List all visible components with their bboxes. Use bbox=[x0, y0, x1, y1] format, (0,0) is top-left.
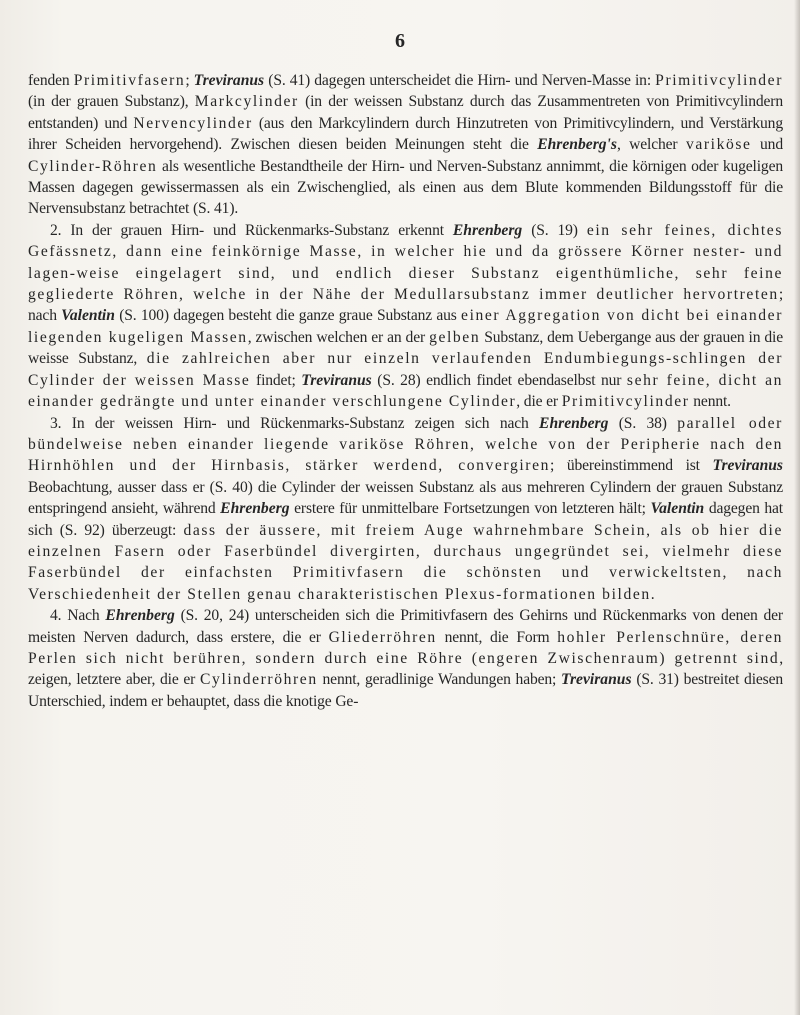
emphasized-text: Primitivcylinder bbox=[655, 72, 783, 89]
text-run: (aus den Markcylindern durch Hinzutreten von Primitivcylindern, und Verstärkung ihrer Scheiden hervorgehend). Zwischen diesen beiden Meinungen steht die bbox=[28, 114, 783, 154]
text-run: als wesentliche Bestandtheile der Hirn- und Nerven-Substanz annimmt, die körnigen oder kugeligen Massen dagegen gewissermassen als ein Zwischenglied, als einen aus dem Blute kommenden Bildungsstoff für die Nervensubstanz betrachtet (S. 41). bbox=[28, 157, 783, 218]
author-name: Ehrenberg's bbox=[537, 136, 617, 154]
emphasized-text: Primitivfasern bbox=[73, 72, 186, 89]
text-run: (in der weissen Substanz durch das Zusammentreten von Primitivcylindern entstanden) und bbox=[28, 93, 783, 132]
author-name: Treviranus bbox=[712, 457, 783, 475]
paragraph-1 bbox=[28, 70, 783, 220]
emphasized-text: Cylinderröhren bbox=[200, 671, 318, 689]
emphasized-text: Markcylinder bbox=[194, 93, 299, 111]
emphasized-text: variköse bbox=[685, 136, 752, 154]
emphasized-text: hohler Perlenschnüre, deren Perlen sich nicht berühren, sondern durch eine Röhre (engeren Zwischenraum) getrennt sind bbox=[28, 628, 783, 667]
author-name: Ehrenberg bbox=[452, 221, 523, 239]
text-run: (S. 38) bbox=[608, 414, 678, 432]
text-run: erstere für unmittelbare Fortsetzungen von letzteren hält; bbox=[289, 500, 651, 518]
text-run: nennt. bbox=[689, 393, 731, 411]
author-name: Ehrenberg bbox=[105, 607, 175, 625]
paragraph-2 bbox=[28, 220, 783, 413]
text-run: fenden bbox=[28, 72, 74, 89]
text-run: Beobachtung, ausser dass er (S. 40) die Cylinder der weissen Substanz als aus mehreren Cylindern der grauen Substanz entspringend ansieht, während bbox=[28, 478, 783, 518]
author-name: Treviranus bbox=[561, 671, 632, 689]
text-run: nennt, die Form bbox=[436, 628, 558, 646]
emphasized-text: einer Aggregation von dicht bei einander liegenden kugeligen Massen bbox=[28, 307, 783, 346]
body-text bbox=[28, 70, 783, 712]
page-number: 6 bbox=[395, 30, 405, 52]
text-run: (S. 31) bestreitet diesen Unterschied, indem er behauptet, dass die knotige Ge- bbox=[28, 671, 783, 710]
page-edge-shadow bbox=[794, 0, 800, 1015]
text-run: , welcher bbox=[616, 136, 686, 154]
emphasized-text: ein sehr feines, dichtes Gefässnetz, dann eine feinkörnige Masse, in welcher hie und da grössere Körner nester- und lagen-weise eingelagert sind, und endlich dieser Substanz eigenthümliche, sehr feine gegliederte Röhren, welche in der Nähe der Medullarsubstanz immer deutlicher hervortreten bbox=[28, 221, 783, 304]
text-run: , zeigen, letztere aber, die er bbox=[28, 649, 783, 689]
text-run: (S. 41) dagegen unterscheidet die Hirn- und Nerven-Masse in: bbox=[264, 72, 656, 89]
emphasized-text: sehr feine, dicht an einander gedrängte und unter einander verschlungene Cylinder bbox=[28, 371, 784, 411]
text-run: und bbox=[751, 136, 783, 154]
text-run: (S. 20, 24) unterscheiden sich die Primitivfasern des Gehirns und Rückenmarks von denen der meisten Nerven dadurch, dass erstere, die er bbox=[28, 607, 783, 646]
emphasized-text: dass der äussere, mit freiem Auge wahrnehmbare Schein, als ob hier die einzelnen Fasern oder Faserbündel divergirten, durchaus ungegründet sei, vielmehr diese Faserbündel der einfachsten Primitivfasern die schönsten und verwickeltsten, nach Verschiedenheit der Stellen genau charakteristischen Plexus-formationen bilden. bbox=[28, 521, 783, 603]
emphasized-text: parallel oder bündelweise neben einander liegende variköse Röhren, welche von der Peripherie nach den Hirnhöhlen und der Hirnbasis, stärker werdend, convergiren bbox=[28, 414, 783, 475]
text-run: , zwischen welchen er an der bbox=[247, 328, 430, 346]
text-run: 4. Nach bbox=[50, 607, 106, 625]
text-run: Substanz, dem Uebergange aus der grauen in die weisse Substanz, bbox=[28, 328, 784, 368]
text-run: (S. 28) endlich findet ebendaselbst nur bbox=[371, 371, 627, 389]
paragraph-4 bbox=[28, 605, 783, 712]
text-run: , die er bbox=[516, 393, 562, 411]
text-run: ; übereinstimmend ist bbox=[550, 457, 713, 475]
emphasized-text: Cylinder-Röhren bbox=[28, 157, 158, 175]
author-name: Treviranus bbox=[301, 371, 372, 389]
emphasized-text: gelben bbox=[429, 328, 481, 346]
paragraph-3 bbox=[28, 413, 783, 606]
text-run: (in der grauen Substanz), bbox=[28, 93, 195, 111]
author-name: Valentin bbox=[650, 500, 705, 518]
emphasized-text: Primitivcylinder bbox=[561, 393, 690, 411]
author-name: Valentin bbox=[61, 307, 115, 325]
text-run: ; bbox=[185, 72, 194, 89]
text-run: dagegen hat sich (S. 92) überzeugt: bbox=[28, 500, 783, 539]
emphasized-text: die zahlreichen aber nur einzeln verlaufenden Endumbiegungs-schlingen der Cylinder der weissen Masse bbox=[28, 350, 783, 389]
text-run: (S. 19) bbox=[522, 221, 587, 239]
text-run: (S. 100) dagegen besteht die ganze graue Substanz aus bbox=[114, 307, 462, 325]
text-run: 2. In der grauen Hirn- und Rückenmarks-Substanz erkennt bbox=[50, 221, 453, 239]
text-run: 3. In der weissen Hirn- und Rückenmarks-Substanz zeigen sich nach bbox=[50, 414, 540, 432]
author-name: Ehrenberg bbox=[539, 414, 609, 432]
author-name: Ehrenberg bbox=[220, 500, 290, 518]
emphasized-text: Nervencylinder bbox=[133, 114, 253, 132]
text-run: findet; bbox=[250, 371, 302, 389]
text-run: nennt, geradlinige Wandungen haben; bbox=[317, 671, 562, 689]
text-run: ; nach bbox=[28, 286, 783, 325]
author-name: Treviranus bbox=[193, 72, 265, 89]
emphasized-text: Gliederröhren bbox=[328, 628, 437, 646]
